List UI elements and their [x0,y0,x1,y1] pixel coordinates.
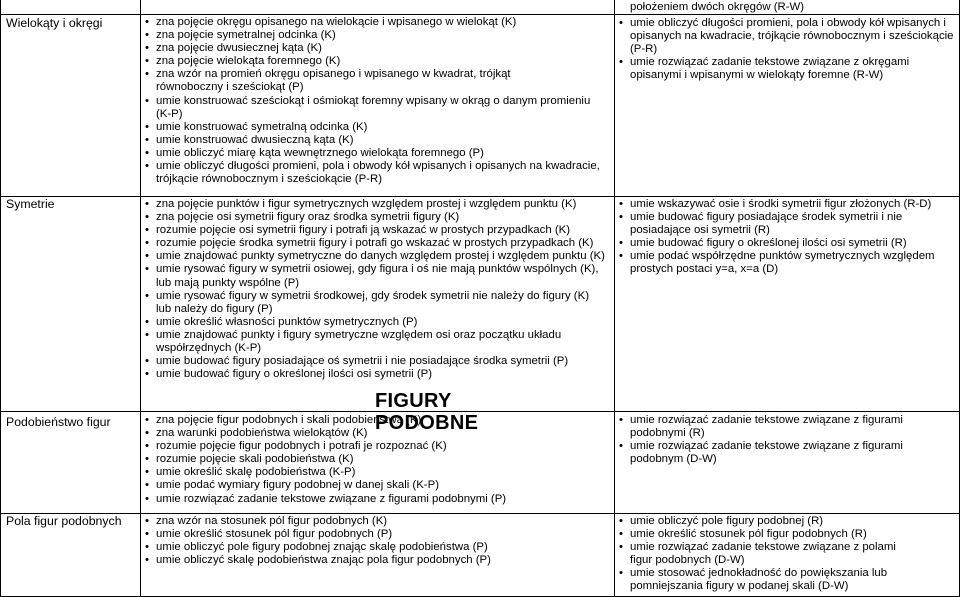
list-item: • umie określić własności punktów symetrycznych (P) [141,316,613,329]
list-item: • umie rozwiązać zadanie tekstowe związane z figurami podobnymi (R) [615,414,930,440]
list-item: • umie rysować figury w symetrii osiowej, gdy figura i oś nie mają punktów wspólnych (K), lub mają punkty wspólne (P) [141,263,606,289]
list-item: • zna pojęcie okręgu opisanego na wielokącie i wpisanego w wielokąt (K) [141,16,613,29]
requirements-list [615,414,958,466]
list-item: • zna pojęcie symetralnej odcinka (K) [141,29,613,42]
topic-cell: Wielokąty i okręgi [6,16,103,30]
list-item: • zna pojęcie punktów i figur symetrycznych względem prostej i względem punktu (K) [141,198,613,211]
topic-cell: Pola figur podobnych [6,514,122,528]
list-item: • umie konstruować sześciokąt i ośmiokąt foremny wpisany w okrąg o danym promieniu (K-P) [141,95,596,121]
list-item: • zna pojęcie osi symetrii figury oraz środka symetrii figury (K) [141,211,613,224]
requirements-list [615,17,958,82]
list-item: • umie budować figury o określonej ilości osi symetrii (P) [141,368,613,381]
topic-cell: Symetrie [6,197,55,211]
list-item: • umie określić skalę podobieństwa (K-P) [141,466,613,479]
requirements-list [141,198,613,381]
list-item: • umie rozwiązać zadanie tekstowe związane z figurami podobnymi (P) [141,493,613,506]
continued-text: położeniem dwóch okręgów (R-W) [630,1,805,13]
list-item: • umie podać wymiary figury podobnej w danej skali (K-P) [141,479,613,492]
requirements-list [615,198,958,277]
list-item: • zna wzór na promień okręgu opisanego i wpisanego w kwadrat, trójkąt równoboczny i sześciokąt (P) [141,68,556,94]
list-item: • umie znajdować punkty symetryczne do danych względem prostej i względem punktu (K) [141,250,613,263]
basic-requirements-cell [141,198,613,410]
list-item: • rozumie pojęcie osi symetrii figury i potrafi ją wskazać w prostych przypadkach (K) [141,224,613,237]
list-item: • umie obliczyć skalę podobieństwa znając pola figur podobnych (P) [141,554,613,567]
list-item: • umie wskazywać osie i środki symetrii figur złożonych (R-D) [615,198,958,211]
list-item: • umie obliczyć miarę kąta wewnętrznego wielokąta foremnego (P) [141,147,613,160]
row-divider-2 [0,196,960,197]
requirements-list [141,515,613,567]
list-item: • zna pojęcie dwusiecznej kąta (K) [141,42,613,55]
list-item: • umie określić stosunek pól figur podobnych (P) [141,528,613,541]
list-item: • umie konstruować dwusieczną kąta (K) [141,134,613,147]
basic-requirements-cell [141,16,613,196]
extended-requirements-cell [615,0,958,196]
extended-requirements-cell [615,414,958,512]
list-item: • zna wzór na stosunek pól figur podobnych (K) [141,515,613,528]
basic-requirements-cell [141,515,613,595]
list-item: • umie budować figury posiadające oś symetrii i nie posiadające środka symetrii (P) [141,355,613,368]
list-item: • zna warunki podobieństwa wielokątów (K) [141,427,613,440]
table-border-left [0,0,1,597]
list-item: • umie znajdować punkty i figury symetryczne względem osi oraz początku układu współrzędnych (K-P) [141,329,586,355]
list-item: • zna pojęcie wielokąta foremnego (K) [141,55,613,68]
list-item: • umie rozwiązać zadanie tekstowe związane z polami figur podobnych (D-W) [615,541,920,567]
requirements-list [141,414,613,506]
requirements-list [141,16,613,186]
topic-cell: Podobieństwo figur [6,415,111,429]
list-item: • umie konstruować symetralną odcinka (K) [141,121,613,134]
basic-requirements-cell [141,414,613,512]
list-item: • umie obliczyć długości promieni, pola i obwody kół wpisanych i opisanych na kwadracie, trójkącie równobocznym i sześciokącie (P-R) [615,17,958,56]
extended-requirements-cell [615,198,958,410]
list-item: • umie obliczyć długości promieni, pola i obwody kół wpisanych i opisanych na kwadracie, trójkącie równobocznym i sześciokącie (P-R) [141,160,613,186]
list-item: • umie obliczyć pole figury podobnej znając skalę podobieństwa (P) [141,541,613,554]
list-item: • rozumie pojęcie środka symetrii figury i potrafi go wskazać w prostych przypadkach (K) [141,237,613,250]
extended-requirements-cell [615,515,958,595]
list-item: • umie budować figury posiadające środek symetrii i nie posiadające osi symetrii (R) [615,211,920,237]
list-item: • umie rysować figury w symetrii środkowej, gdy środek symetrii nie należy do figury (K) lub należy do figury (P) [141,290,606,316]
list-item: • umie podać współrzędne punktów symetrycznych względem prostych postaci y=a, x=a (D) [615,250,950,276]
list-item: • rozumie pojęcie figur podobnych i potrafi je rozpoznać (K) [141,440,613,453]
list-item: • umie rozwiązać zadanie tekstowe związane z okręgami opisanymi i wpisanymi w wielokąty foremne (R-W) [615,56,958,82]
list-item: • umie budować figury o określonej ilości osi symetrii (R) [615,237,958,250]
list-item: • rozumie pojęcie skali podobieństwa (K) [141,453,613,466]
requirements-list [615,515,958,594]
list-item: • umie określić stosunek pól figur podobnych (R) [615,528,958,541]
row-divider-4 [0,513,960,514]
list-item: • umie rozwiązać zadanie tekstowe związane z figurami podobnym (D-W) [615,440,930,466]
section-heading: FIGURY PODOBNE [375,390,479,434]
list-item: • zna pojęcie figur podobnych i skali podobieństwa (K) [141,414,613,427]
list-item: • umie obliczyć pole figury podobnej (R) [615,515,958,528]
list-item: • umie stosować jednokładność do powiększania lub pomniejszania figury w podanej skali (D-W) [615,567,910,593]
